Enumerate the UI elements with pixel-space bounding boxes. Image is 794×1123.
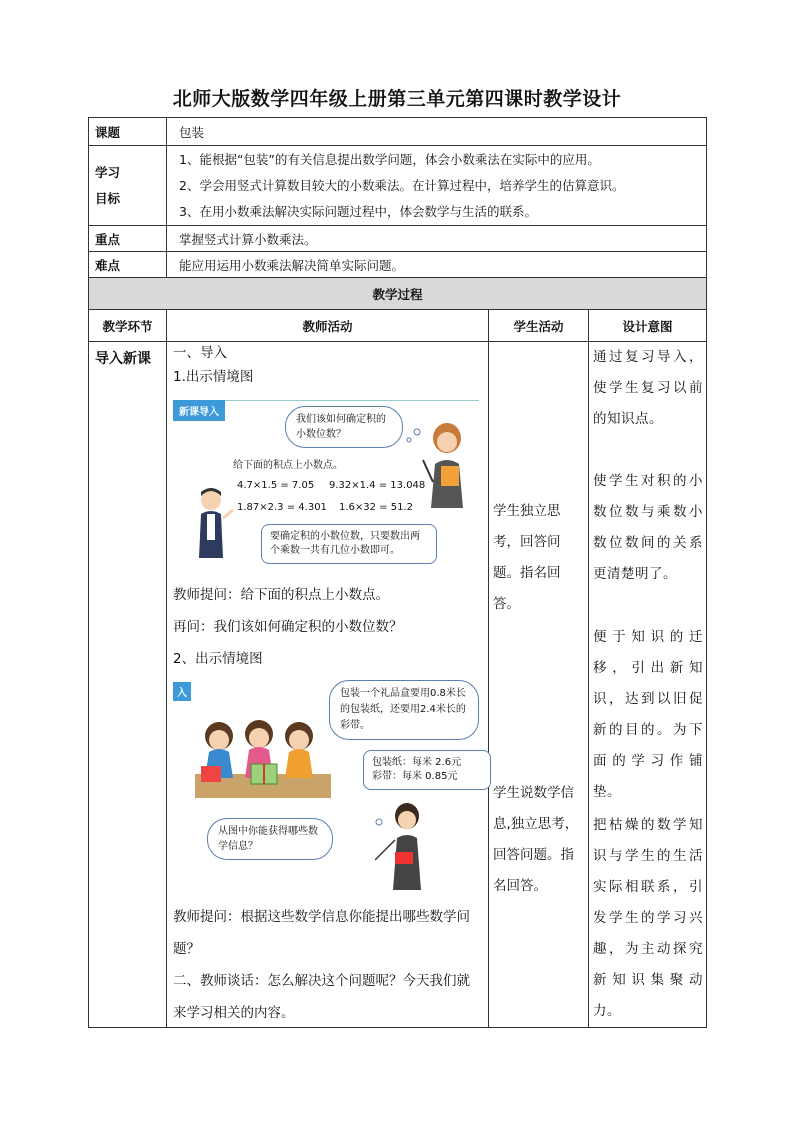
- goal-item: 2、学会用竖式计算数目较大的小数乘法。在计算过程中，培养学生的估算意识。: [179, 177, 625, 193]
- info-question-bubble: 从图中你能获得哪些数学信息？: [207, 818, 333, 860]
- teacher-pointing-icon: [375, 802, 435, 890]
- difficulty-value: 能应用运用小数乘法解决简单实际问题。: [167, 252, 707, 278]
- design-intent: [589, 342, 707, 1028]
- design-block: 通过复习导入，使学生复习以前的知识点。: [593, 349, 703, 427]
- equation: 1.87×2.3 = 4.301: [237, 502, 327, 513]
- process-header: 教学过程: [89, 278, 707, 310]
- children-wrapping-gift-icon: [195, 718, 331, 798]
- key-point-label: 重点: [89, 226, 167, 252]
- key-point-row: [89, 226, 707, 252]
- teacher-line: 教师提问：根据这些数学信息你能提出哪些数学问: [173, 909, 470, 925]
- design-block: 把枯燥的数学知识与学生的生活实际相联系，引发学生的学习兴趣，为主动探究新知识集聚动力。: [593, 817, 703, 1019]
- teacher-line: 题？: [173, 941, 200, 957]
- scene-image-1: [173, 400, 479, 572]
- tip-box: 要确定积的小数位数，只要数出两个乘数一共有几位小数即可。: [261, 524, 437, 564]
- stage-label: 导入新课: [89, 342, 167, 1028]
- lesson-plan-table: [88, 117, 706, 1030]
- intro-row: [89, 342, 707, 1028]
- col-stage: 教学环节: [89, 310, 167, 342]
- difficulty-row: [89, 252, 707, 278]
- teacher-line: 来学习相关的内容。: [173, 1005, 295, 1021]
- goals-list: [167, 146, 707, 226]
- price-box: [363, 750, 491, 790]
- teacher-line: 教师提问：给下面的积点上小数点。: [173, 587, 389, 603]
- col-design: 设计意图: [589, 310, 707, 342]
- teacher-activity: [167, 342, 489, 1028]
- topic-label: 课题: [89, 118, 167, 146]
- instruction-text: 给下面的积点上小数点。: [233, 460, 343, 471]
- goal-item: 1、能根据“包装”的有关信息提出数学问题，体会小数乘法在实际中的应用。: [179, 151, 600, 167]
- col-teacher: 教师活动: [167, 310, 489, 342]
- new-lesson-tag: 新课导入: [173, 400, 225, 421]
- teacher-line: 2、出示情境图: [173, 651, 263, 667]
- goal-item: 3、在用小数乘法解决实际问题过程中，体会数学与生活的联系。: [179, 203, 537, 219]
- equation: 4.7×1.5 = 7.05: [237, 480, 315, 491]
- difficulty-label: 难点: [89, 252, 167, 278]
- equation: 9.32×1.4 = 13.048: [329, 480, 426, 491]
- col-student: 学生活动: [489, 310, 589, 342]
- lesson-tag: 入: [173, 682, 191, 701]
- scene-image-2: [173, 678, 479, 892]
- design-block: 使学生对积的小数位数与乘数小数位数间的关系更清楚明了。: [593, 473, 703, 582]
- student-block: 学生说数学信息,独立思考，回答问题。指名回答。: [493, 785, 579, 894]
- paper-price: 包装纸：每米 2.6元: [372, 757, 462, 768]
- teacher-line: 再问：我们该如何确定积的小数位数？: [173, 619, 403, 635]
- topic-row: [89, 118, 707, 146]
- teacher-figure-icon: [403, 420, 475, 508]
- gift-info-bubble: 包装一个礼品盒要用0.8米长的包装纸，还要用2.4米长的彩带。: [329, 680, 479, 740]
- document-title: 北师大版数学四年级上册第三单元第四课时教学设计: [172, 88, 622, 110]
- process-header-row: [89, 278, 707, 310]
- teacher-line: 1.出示情境图: [173, 369, 254, 385]
- teacher-line: 一、导入: [173, 345, 227, 361]
- equation: 1.6×32 = 51.2: [339, 502, 414, 513]
- key-point-value: 掌握竖式计算小数乘法。: [167, 226, 707, 252]
- teacher-line: 二、教师谈话：怎么解决这个问题呢？今天我们就: [173, 973, 470, 989]
- goals-row: [89, 146, 707, 226]
- column-header-row: [89, 310, 707, 342]
- topic-value: 包装: [167, 118, 707, 146]
- goals-label: 学习 目标: [89, 146, 167, 226]
- student-boy-icon: [191, 488, 235, 560]
- student-activity: [489, 342, 589, 1028]
- ribbon-price: 彩带：每米 0.85元: [372, 771, 458, 782]
- design-block: 便于知识的迁移，引出新知识，达到以旧促新的目的。为下面的学习作铺垫。: [593, 629, 703, 800]
- student-block: 学生独立思考，回答问题。指名回答。: [493, 503, 561, 612]
- question-bubble: 我们该如何确定积的小数位数？: [285, 406, 403, 448]
